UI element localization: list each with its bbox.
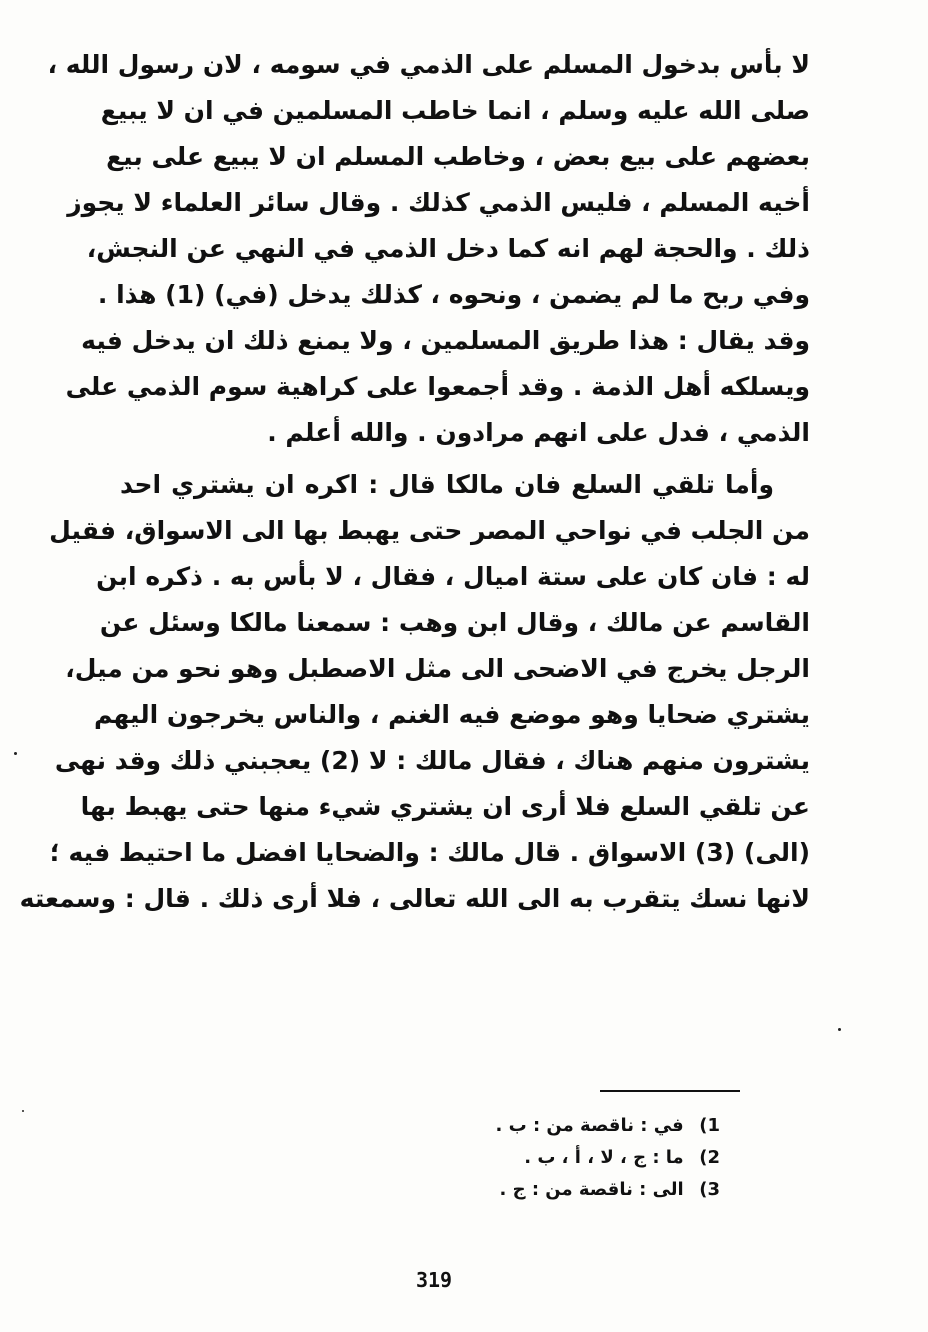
text-line: أخيه المسلم ، فليس الذمي كذلك . وقال سائر العلماء لا يجوز <box>67 188 810 217</box>
paragraph-1 <box>47 42 810 456</box>
text-line: القاسم عن مالك ، وقال ابن وهب : سمعنا مالكا وسئل عن <box>99 608 810 637</box>
text-line: الذمي ، فدل على انهم مرادون . والله أعلم . <box>267 418 810 447</box>
footnote-text: ما : ج ، لا ، أ ، ب . <box>524 1147 684 1168</box>
text-line: لانها نسك يتقرب به الى الله تعالى ، فلا أرى ذلك . قال : وسمعته <box>19 884 810 913</box>
footnote <box>480 1110 720 1142</box>
footnote <box>480 1174 720 1206</box>
text-line: ذلك . والحجة لهم انه كما دخل الذمي في النهي عن النجش، <box>86 234 810 263</box>
text-line: (الى) (3) الاسواق . قال مالك : والضحايا افضل ما احتيط فيه ؛ <box>49 838 810 867</box>
text-line: ويسلكه أهل الذمة . وقد أجمعوا على كراهية سوم الذمي على <box>65 372 810 401</box>
scan-speck <box>838 1028 841 1031</box>
page-number: 319 <box>415 1268 453 1292</box>
text-line: من الجلب في نواحي المصر حتى يهبط بها الى الاسواق، فقيل <box>49 516 810 545</box>
scan-speck <box>14 752 17 755</box>
text-line: بعضهم على بيع بعض ، وخاطب المسلم ان لا يبيع على بيع <box>106 142 810 171</box>
text-line: الرجل يخرج في الاضحى الى مثل الاصطبل وهو نحو من ميل، <box>65 654 810 683</box>
footnote-text: في : ناقصة من : ب . <box>495 1115 684 1136</box>
text-line: وقد يقال : هذا طريق المسلمين ، ولا يمنع ذلك ان يدخل فيه <box>81 326 810 355</box>
text-line: وأما تلقي السلع فان مالكا قال : اكره ان يشتري احد <box>120 470 774 499</box>
text-line: عن تلقي السلع فلا أرى ان يشتري شيء منها حتى يهبط بها <box>80 792 810 821</box>
text-line: وفي ربح ما لم يضمن ، ونحوه ، كذلك يدخل (في) (1) هذا . <box>97 280 810 309</box>
text-line: يشترون منهم هناك ، فقال مالك : لا (2) يعجبني ذلك وقد نهى <box>54 746 810 775</box>
footnote-number: 3) <box>699 1179 720 1200</box>
text-line: صلى الله عليه وسلم ، انما خاطب المسلمين في ان لا يبيع <box>100 96 810 125</box>
footnote-number: 1) <box>699 1115 720 1136</box>
text-line: لا بأس بدخول المسلم على الذمي في سومه ، لان رسول الله ، <box>47 50 810 79</box>
footnote-number: 2) <box>699 1147 720 1168</box>
footnote-divider <box>600 1090 740 1092</box>
text-line: يشتري ضحايا وهو موضع فيه الغنم ، والناس يخرجون اليهم <box>93 700 810 729</box>
footnote <box>480 1142 720 1174</box>
scan-speck <box>22 1110 24 1112</box>
footnote-text: الى : ناقصة من : ج . <box>499 1179 684 1200</box>
paragraph-2 <box>19 462 810 922</box>
text-line: له : فان كان على ستة اميال ، فقال ، لا بأس به . ذكره ابن <box>96 562 810 591</box>
footnotes <box>480 1110 720 1206</box>
